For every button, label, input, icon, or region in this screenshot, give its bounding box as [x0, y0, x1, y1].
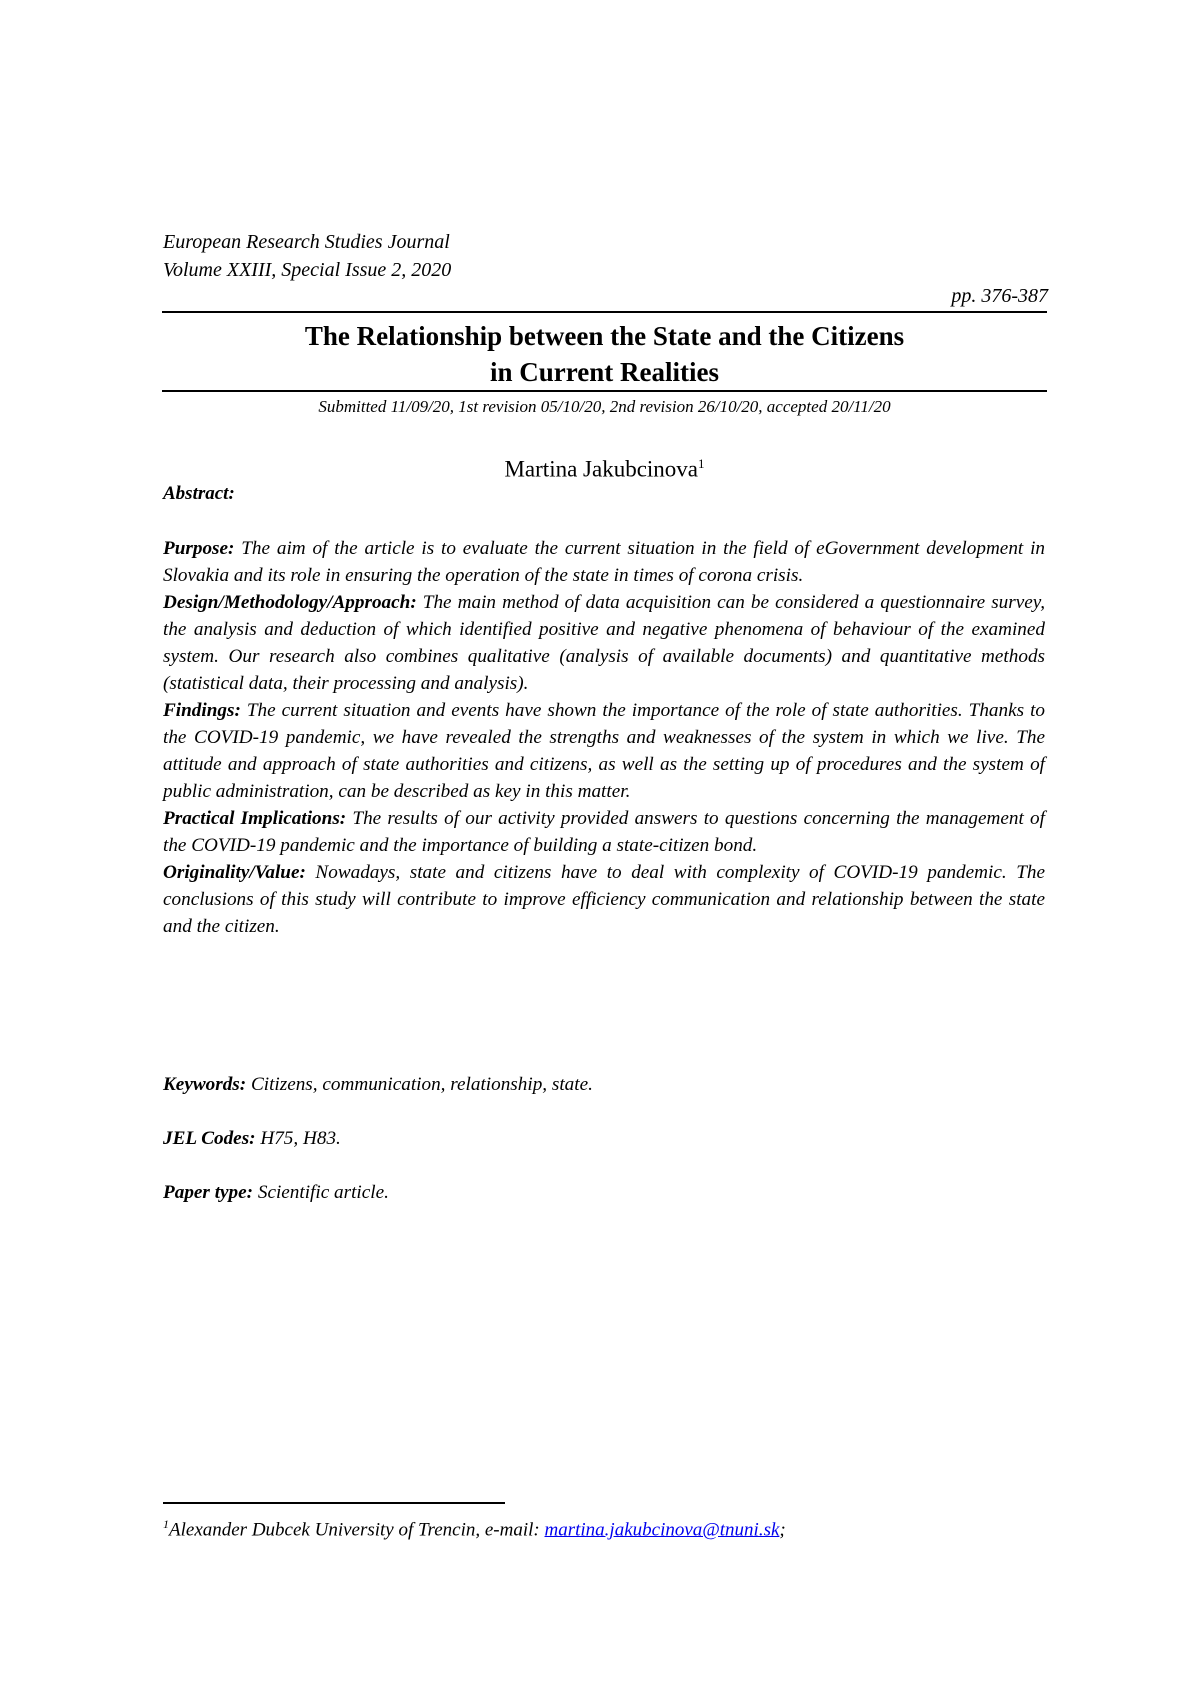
practical-text: The results of our activity provided answers to questions concerning the management of the COVID-19 pandemic and the importance of building a state-citizen bond.	[163, 808, 1045, 856]
author-email-link[interactable]: martina.jakubcinova@tnuni.sk	[544, 1519, 780, 1541]
originality-label: Originality/Value:	[163, 862, 306, 883]
findings-label: Findings:	[163, 700, 241, 721]
purpose-text: The aim of the article is to evaluate the current situation in the field of eGovernment development in Slovakia and its role in ensuring the operation of the state in times of corona crisis.	[163, 538, 1045, 586]
paper-type-label: Paper type:	[163, 1182, 254, 1203]
title-line-1: The Relationship between the State and the Citizens	[304, 321, 905, 351]
footnote-rule	[163, 1502, 505, 1504]
author-name: Martina Jakubcinova	[504, 456, 699, 482]
footnote-trailing: ;	[779, 1519, 786, 1541]
abstract-findings	[163, 697, 1045, 805]
title-bottom-rule	[162, 390, 1047, 392]
footnote	[163, 1511, 786, 1543]
author-affiliation-marker: 1	[698, 456, 705, 471]
purpose-label: Purpose:	[163, 538, 235, 559]
volume-issue: Volume XXIII, Special Issue 2, 2020	[163, 259, 452, 281]
title-top-rule	[162, 311, 1047, 313]
abstract-body	[163, 535, 1045, 940]
design-text: The main method of data acquisition can be considered a questionnaire survey, the analysis and deduction of which identified positive and negative phenomena of behaviour of the examined system. Our research also combines qualitative (analysis of available documents) and quantitative methods (statistical data, their processing and analysis).	[163, 592, 1046, 694]
jel-label: JEL Codes:	[163, 1128, 256, 1149]
journal-name: European Research Studies Journal	[163, 231, 450, 253]
footnote-text: Alexander Dubcek University of Trencin, e-mail:	[169, 1519, 545, 1541]
author-line	[162, 449, 1047, 485]
journal-header	[163, 228, 451, 284]
abstract-purpose	[163, 535, 1045, 589]
practical-label: Practical Implications:	[163, 808, 347, 829]
submission-dates: Submitted 11/09/20, 1st revision 05/10/20, 2nd revision 26/10/20, accepted 20/11/20	[318, 397, 891, 416]
keywords-text: Citizens, communication, relationship, state.	[250, 1074, 593, 1095]
findings-text: The current situation and events have shown the importance of the role of state authorities. Thanks to the COVID-19 pandemic, we have revealed the strengths and weaknesses of the system in which we live. The attitude and approach of state authorities and citizens, as well as the setting up of procedures and the system of public administration, can be described as key in this matter.	[163, 700, 1046, 802]
originality-text: Nowadays, state and citizens have to deal with complexity of COVID-19 pandemic. The conclusions of this study will contribute to improve efficiency communication and relationship between the state and the citizen.	[163, 862, 1045, 937]
jel-codes-line	[163, 1125, 341, 1152]
jel-text: H75, H83.	[260, 1128, 341, 1149]
abstract-design	[163, 589, 1045, 697]
design-label: Design/Methodology/Approach:	[163, 592, 417, 613]
keywords-label: Keywords:	[163, 1074, 247, 1095]
title-line-2: in Current Realities	[490, 357, 719, 387]
abstract-heading: Abstract:	[163, 483, 235, 504]
paper-type-line	[163, 1179, 389, 1206]
abstract-practical	[163, 805, 1045, 859]
paper-title	[162, 318, 1047, 390]
paper-type-text: Scientific article.	[257, 1182, 389, 1203]
page-range: pp. 376-387	[951, 285, 1048, 307]
abstract-originality	[163, 859, 1045, 940]
footnote-marker: 1	[163, 1517, 169, 1531]
keywords-line	[163, 1071, 593, 1098]
